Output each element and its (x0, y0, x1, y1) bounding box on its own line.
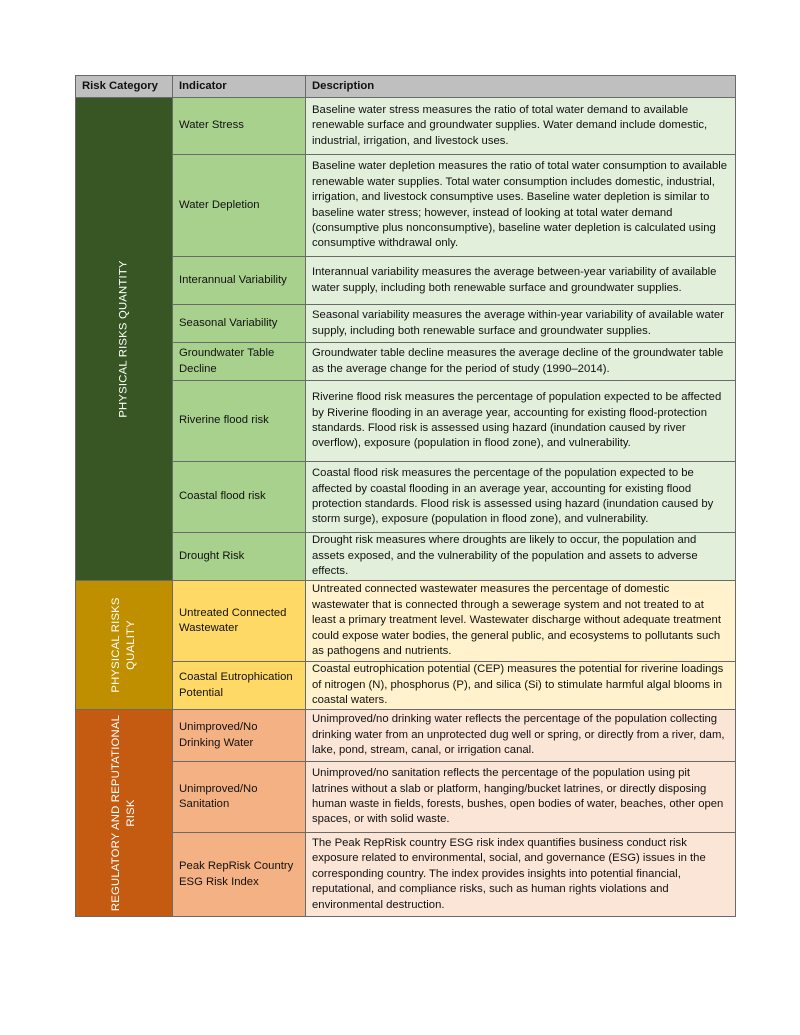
category-regulatory-reputational-risk (76, 710, 173, 917)
indicator-cell: Untreated Connected Wastewater (173, 581, 306, 662)
description-cell: Unimproved/no drinking water reflects the percentage of the population collecting drinking water from an unprotected dug well or spring, or directly from a river, dam, lake, pond, stream, canal, or irrigation canal. (306, 710, 736, 762)
description-cell: Interannual variability measures the average between-year variability of available water supply, including both renewable surface and groundwater supplies. (306, 257, 736, 305)
indicator-cell: Interannual Variability (173, 257, 306, 305)
category-label: REGULATORY AND REPUTATIONAL RISK (110, 714, 137, 912)
table-row (76, 381, 736, 462)
description-cell: Untreated connected wastewater measures the percentage of domestic wastewater that is connected through a sewerage system and not treated to at least a primary treatment level. Wastewater discharge without adequate treatment could expose water bodies, the general public, and ecosystems to pollutants such as pathogens and nutrients. (306, 581, 736, 662)
description-cell: Coastal flood risk measures the percentage of the population expected to be affected by coastal flooding in an average year, accounting for existing flood protection standards. Flood risk is assessed using hazard (inundation caused by storm surge), exposure (population in flood zone), and vulnerability. (306, 462, 736, 533)
indicator-cell: Water Depletion (173, 155, 306, 257)
indicator-cell: Riverine flood risk (173, 381, 306, 462)
indicator-cell: Coastal flood risk (173, 462, 306, 533)
description-cell: Coastal eutrophication potential (CEP) measures the potential for riverine loadings of nitrogen (N), phosphorus (P), and silica (Si) to stimulate harmful algal blooms in coastal waters. (306, 662, 736, 710)
indicator-cell: Drought Risk (173, 533, 306, 581)
table-row (76, 98, 736, 155)
table-row (76, 581, 736, 662)
table-row (76, 533, 736, 581)
table-row (76, 257, 736, 305)
header-row (76, 76, 736, 98)
indicator-cell: Unimproved/No Sanitation (173, 762, 306, 833)
table-row (76, 710, 736, 762)
table-row (76, 343, 736, 381)
header-description: Description (306, 76, 736, 98)
indicator-cell: Groundwater Table Decline (173, 343, 306, 381)
table-row (76, 155, 736, 257)
description-cell: Unimproved/no sanitation reflects the percentage of the population using pit latrines without a slab or platform, hanging/bucket latrines, or directly disposing human waste in fields, forests, bushes, open bodies of water, beaches, other open spaces, or with solid waste. (306, 762, 736, 833)
indicator-cell: Peak RepRisk Country ESG Risk Index (173, 833, 306, 917)
header-risk-category: Risk Category (76, 76, 173, 98)
table-row (76, 762, 736, 833)
indicator-cell: Coastal Eutrophication Potential (173, 662, 306, 710)
description-cell: Baseline water depletion measures the ratio of total water consumption to available renewable water supplies. Total water consumption includes domestic, industrial, irrigation, and livestock consumptive uses. Baseline water depletion is similar to baseline water stress; however, instead of looking at total water demand (consumptive plus nonconsumptive), baseline water depletion is calculated using consumptive withdrawal only. (306, 155, 736, 257)
indicator-cell: Seasonal Variability (173, 305, 306, 343)
indicator-cell: Water Stress (173, 98, 306, 155)
table-row (76, 462, 736, 533)
category-physical-risks-quantity (76, 98, 173, 581)
indicator-cell: Unimproved/No Drinking Water (173, 710, 306, 762)
description-cell: Groundwater table decline measures the average decline of the groundwater table as the average change for the period of study (1990–2014). (306, 343, 736, 381)
description-cell: Riverine flood risk measures the percentage of population expected to be affected by Riverine flooding in an average year, accounting for existing flood-protection standards. Flood risk is assessed using hazard (inundation caused by river overflow), exposure (population in flood zone), and vulnerability. (306, 381, 736, 462)
category-label: PHYSICAL RISKS QUANTITY (117, 260, 130, 418)
header-indicator: Indicator (173, 76, 306, 98)
description-cell: Seasonal variability measures the average within-year variability of available water supply, including both renewable surface and groundwater supplies. (306, 305, 736, 343)
category-label: PHYSICAL RISKS QUALITY (110, 597, 137, 693)
risk-indicator-table (75, 75, 736, 917)
table-row (76, 662, 736, 710)
category-physical-risks-quality (76, 581, 173, 710)
table-row (76, 833, 736, 917)
description-cell: Drought risk measures where droughts are likely to occur, the population and assets exposed, and the vulnerability of the population and assets to adverse effects. (306, 533, 736, 581)
description-cell: Baseline water stress measures the ratio of total water demand to available renewable surface and groundwater supplies. Water demand include domestic, industrial, irrigation, and livestock uses. (306, 98, 736, 155)
table-row (76, 305, 736, 343)
description-cell: The Peak RepRisk country ESG risk index quantifies business conduct risk exposure related to environmental, social, and governance (ESG) issues in the corresponding country. The index provides insights into potential financial, reputational, and compliance risks, such as human rights violations and environmental destruction. (306, 833, 736, 917)
